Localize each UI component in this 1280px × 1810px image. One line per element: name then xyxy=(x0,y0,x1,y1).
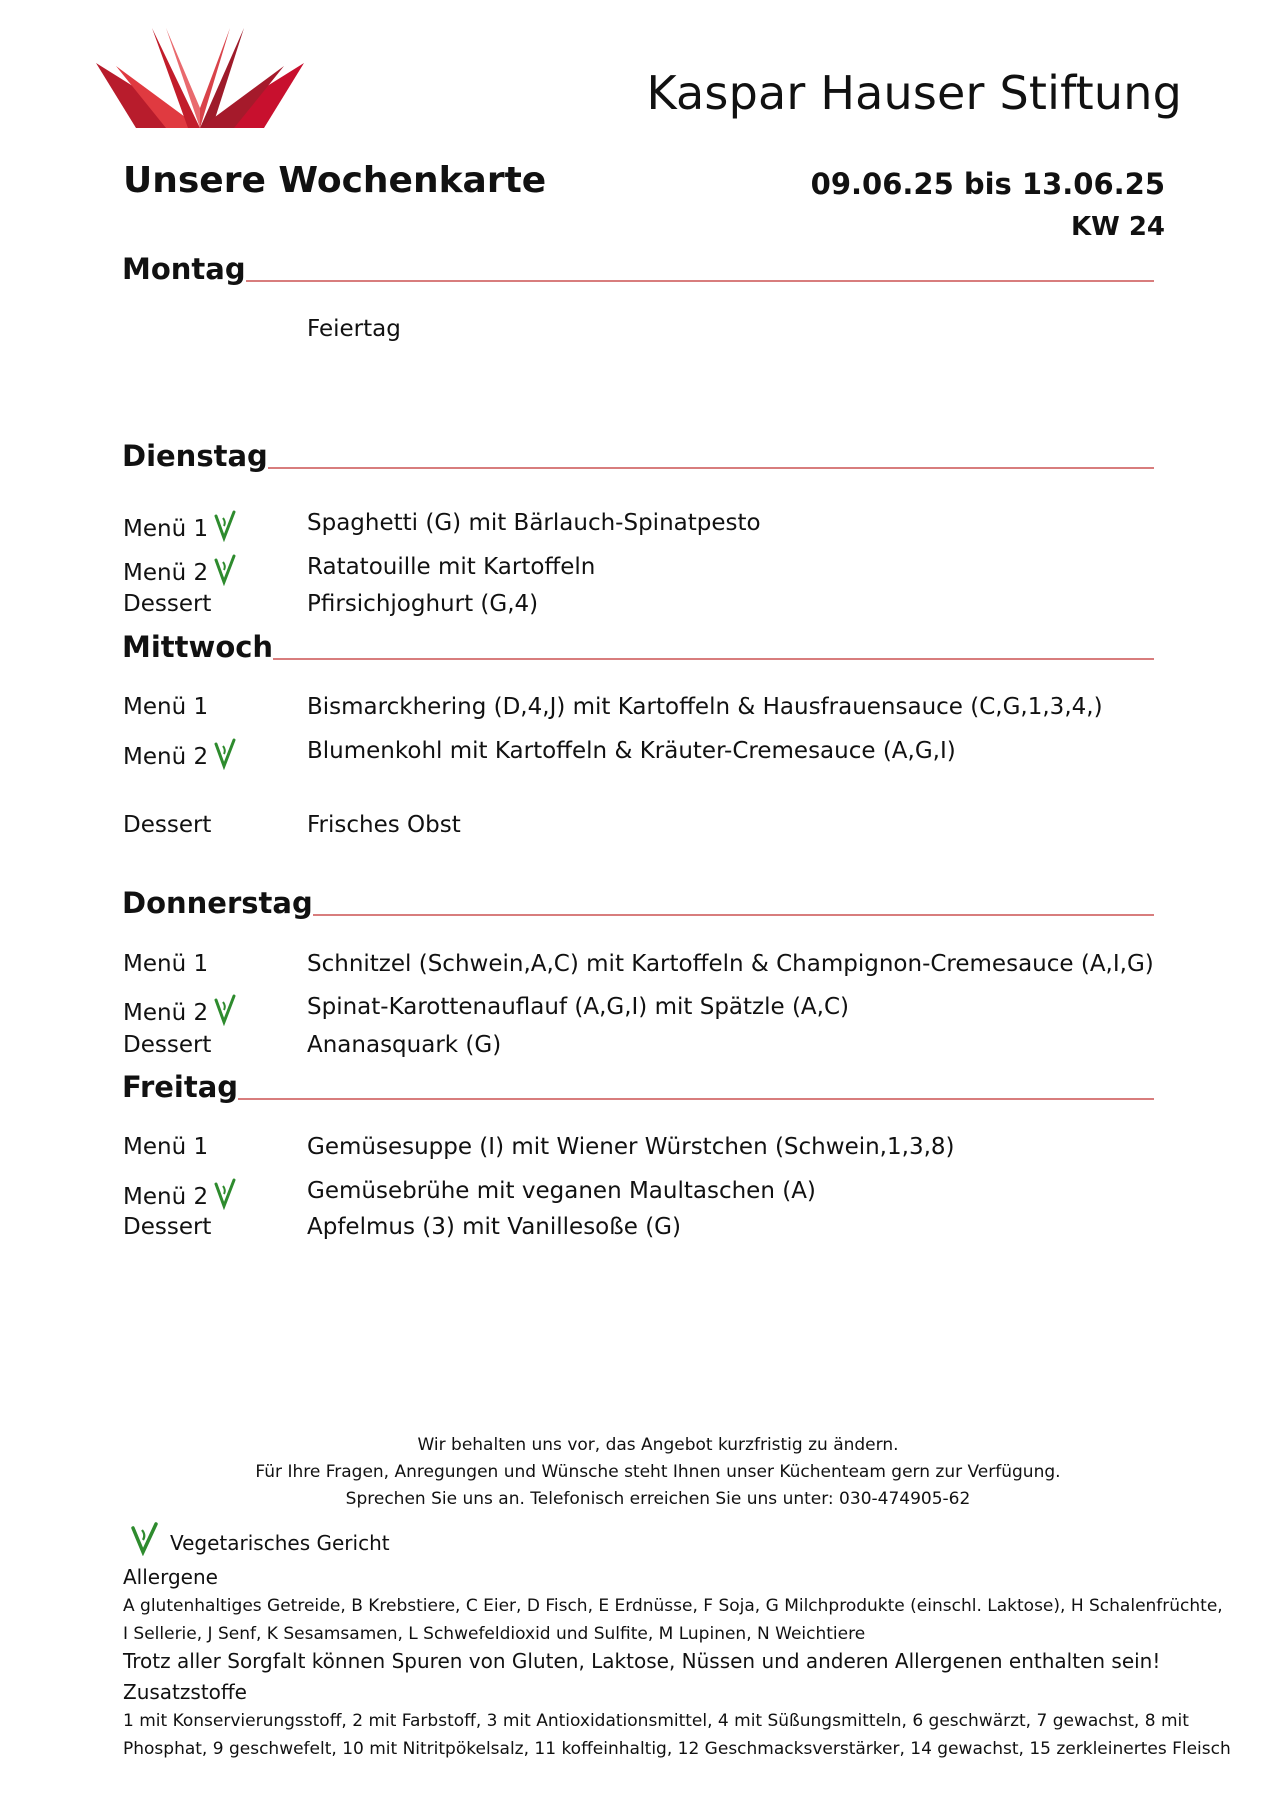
day-title: Donnerstag xyxy=(122,886,313,920)
notice-line: Wir behalten uns vor, das Angebot kurzfristig zu ändern. xyxy=(417,1435,899,1455)
notice-line: Sprechen Sie uns an. Telefonisch erreichen Sie uns unter: 030-474905-62 xyxy=(345,1489,971,1509)
menu2-dish: Blumenkohl mit Kartoffeln & Kräuter-Cremesauce (A,G,I) xyxy=(307,738,956,764)
zusatzstoffe-title: Zusatzstoffe xyxy=(123,1680,247,1704)
day-header-montag xyxy=(122,240,1154,286)
dessert-label: Dessert xyxy=(123,1032,212,1058)
menu1-dish: Bismarckhering (D,4,J) mit Kartoffeln & Hausfrauensauce (C,G,1,3,4,) xyxy=(307,694,1103,720)
menu1-label: Menü 1 xyxy=(123,1134,209,1160)
vegetarian-icon xyxy=(212,994,238,1026)
notice-line: Für Ihre Fragen, Anregungen und Wünsche steht Ihnen unser Küchenteam gern zur Verfügung. xyxy=(255,1462,1061,1482)
day-title: Mittwoch xyxy=(122,630,274,664)
page-title: Unsere Wochenkarte xyxy=(123,160,547,201)
allergene-list: A glutenhaltiges Getreide, B Krebstiere, C Eier, D Fisch, E Erdnüsse, F Soja, G Milchprodukte (einschl. Laktose), H Schalenfrüchte, I Sellerie, J Senf, K Sesamsamen, L Schwefeldioxid und Sulfite, M Lupinen, N Weichtiere xyxy=(123,1596,1223,1644)
dessert-dish: Pfirsichjoghurt (G,4) xyxy=(307,591,539,617)
organization-name: Kaspar Hauser Stiftung xyxy=(646,66,1182,120)
day-header-mittwoch xyxy=(122,618,1154,664)
vegetarian-icon xyxy=(212,510,238,542)
day-header-dienstag xyxy=(122,427,1154,473)
day-title: Dienstag xyxy=(122,439,268,473)
vegetarian-icon xyxy=(212,738,238,770)
calendar-week: KW 24 xyxy=(1070,212,1165,242)
day-header-freitag xyxy=(122,1058,1154,1104)
vegetarian-legend-label: Vegetarisches Gericht xyxy=(170,1531,390,1555)
menu2-dish: Gemüsebrühe mit veganen Maultaschen (A) xyxy=(307,1178,816,1204)
menu1-label: Menü 1 xyxy=(123,510,238,542)
dessert-label: Dessert xyxy=(123,591,212,617)
dessert-label: Dessert xyxy=(123,812,212,838)
footer-notice xyxy=(0,1432,1280,1513)
menu2-dish: Spinat-Karottenauflauf (A,G,I) mit Spätzle (A,C) xyxy=(307,994,850,1020)
vegetarian-icon xyxy=(130,1522,160,1556)
day-title: Montag xyxy=(122,252,246,286)
date-range: 09.06.25 bis 13.06.25 xyxy=(810,167,1165,201)
dessert-dish: Frisches Obst xyxy=(307,812,461,838)
vegetarian-legend xyxy=(126,1522,390,1556)
menu1-dish: Schnitzel (Schwein,A,C) mit Kartoffeln & Champignon-Cremesauce (A,I,G) xyxy=(307,951,1154,977)
day-header-donnerstag xyxy=(122,874,1154,920)
allergene-title: Allergene xyxy=(123,1565,218,1589)
menu1-label: Menü 1 xyxy=(123,951,209,977)
menu1-label: Menü 1 xyxy=(123,694,209,720)
dessert-dish: Apfelmus (3) mit Vanillesoße (G) xyxy=(307,1214,681,1240)
dessert-label: Dessert xyxy=(123,1214,212,1240)
foundation-logo xyxy=(96,28,304,128)
menu2-dish: Ratatouille mit Kartoffeln xyxy=(307,554,596,580)
zusatzstoffe-list: 1 mit Konservierungsstoff, 2 mit Farbstoff, 3 mit Antioxidationsmittel, 4 mit Süßungsmitteln, 6 geschwärzt, 7 gewachst, 8 mit Phosphat, 9 geschwefelt, 10 mit Nitritpökelsalz, 11 koffeinhaltig, 12 Geschmacksverstärker, 14 gewachst, 15 zerkleinertes Fleisch xyxy=(123,1711,1231,1759)
allergen-warning: Trotz aller Sorgfalt können Spuren von Gluten, Laktose, Nüssen und anderen Allergenen enthalten sein! xyxy=(123,1649,1161,1673)
menu2-label: Menü 2 xyxy=(123,994,238,1026)
day-title: Freitag xyxy=(122,1070,239,1104)
menu2-label: Menü 2 xyxy=(123,1178,238,1210)
menu1-dish: Spaghetti (G) mit Bärlauch-Spinatpesto xyxy=(307,510,761,536)
vegetarian-icon xyxy=(212,554,238,586)
menu2-label: Menü 2 xyxy=(123,554,238,586)
menu1-dish: Gemüsesuppe (I) mit Wiener Würstchen (Schwein,1,3,8) xyxy=(307,1134,955,1160)
vegetarian-icon xyxy=(212,1178,238,1210)
dessert-dish: Ananasquark (G) xyxy=(307,1032,502,1058)
menu2-label: Menü 2 xyxy=(123,738,238,770)
holiday-note: Feiertag xyxy=(307,316,401,342)
